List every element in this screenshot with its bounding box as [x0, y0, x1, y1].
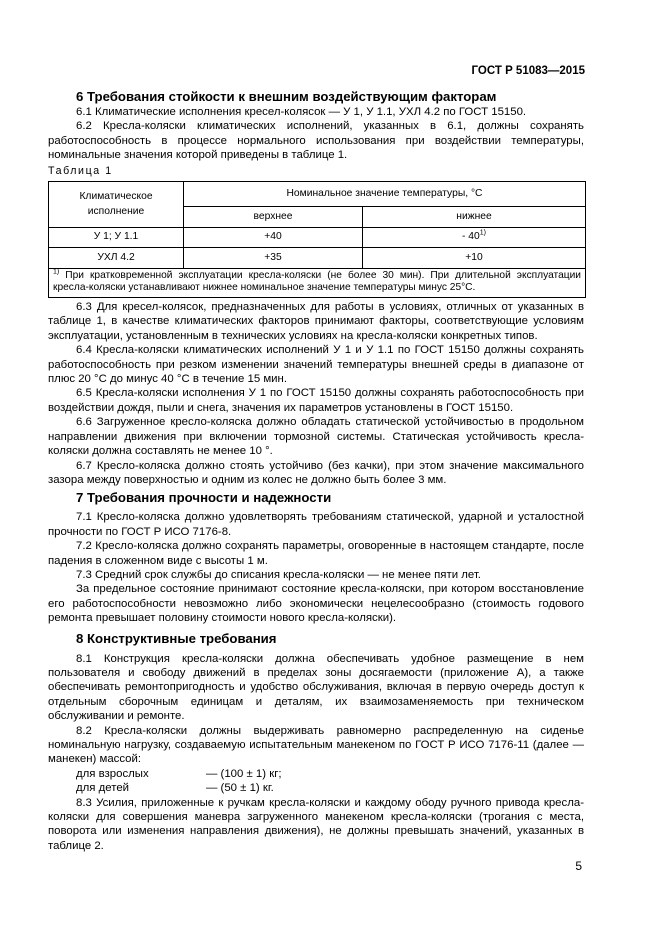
table-row	[49, 248, 586, 269]
table-cell-lower	[363, 228, 586, 248]
mass-adults-label: для взрослых	[76, 767, 149, 780]
paragraph-6-6: 6.6 Загруженное кресло-коляска должно обладать статической устойчивостью в продольном направлении движения при включении тормозной системы. Статическая устойчивость кресла-коляски должна составлять не менее 10 °.	[48, 416, 584, 458]
paragraph-7-3: 7.3 Средний срок службы до списания кресла-коляски — не менее пяти лет.	[76, 568, 481, 581]
table-1-caption: Таблица 1	[48, 164, 113, 177]
table-header-upper: верхнее	[184, 207, 363, 228]
paragraph-7-1: 7.1 Кресло-коляска должно удовлетворять требованиям статической, ударной и усталостной прочности по ГОСТ Р ИСО 7176-8.	[48, 511, 584, 538]
table-cell-execution: У 1; У 1.1	[49, 228, 184, 248]
page-number: 5	[575, 859, 582, 873]
footnote-mark: 1)	[53, 268, 60, 276]
paragraph-7-2: 7.2 Кресло-коляска должно сохранять параметры, оговоренные в настоящем стандарте, после падения в сложенном виде с высоты 1 м.	[48, 540, 584, 567]
section-7-title: 7 Требования прочности и надежности	[76, 490, 332, 506]
table-row	[49, 228, 586, 248]
footnote-text: При кратковременной эксплуатации кресла-коляски (не более 30 мин). При длительной эксплуатации кресла-коляски устанавливают нижнее номинальное значение температуры минус 25°С.	[53, 270, 581, 294]
table-cell-upper: +35	[184, 248, 363, 269]
paragraph-6-5: 6.5 Кресла-коляски исполнения У 1 по ГОСТ 15150 должны сохранять работоспособность при воздействии дождя, пыли и снега, значения их параметров установлены в ГОСТ 15150.	[48, 387, 584, 414]
mass-children-value: — (50 ± 1) кг.	[206, 782, 274, 795]
mass-adults	[48, 767, 584, 781]
lower-value: - 40	[462, 231, 480, 243]
paragraph-6-1: 6.1 Климатические исполнения кресел-колясок — У 1, У 1.1, УХЛ 4.2 по ГОСТ 15150.	[76, 106, 527, 118]
paragraph-6-4: 6.4 Кресла-коляски климатических исполнений У 1 и У 1.1 по ГОСТ 15150 должны сохранять работоспособность при резком изменении значений температуры внешней среды в диапазоне от плюс 20 °С до минус 40 °С в течение 15 мин.	[48, 344, 584, 386]
paragraph-6-3: 6.3 Для кресел-колясок, предназначенных для работы в условиях, отличных от указанных в таблице 1, в качестве климатических факторов принимают факторы, соответствующие условиям эксплуатации, установленным в технических условиях на кресла-коляски конкретных типов.	[48, 301, 584, 342]
table-footnote	[49, 269, 586, 298]
table-cell-upper: +40	[184, 228, 363, 248]
paragraph-8-2: 8.2 Кресла-коляски должны выдерживать равномерно распределенную на сиденье номинальную нагрузку, создаваемую испытательным манекеном по ГОСТ Р ИСО 7176-11 (далее — манекен) массой:	[48, 724, 584, 766]
paragraph-8-3: 8.3 Усилия, приложенные к ручкам кресла-коляски и каждому ободу ручного привода кресла-коляски для совершения маневра загруженного манекеном кресла-коляски (трогания с места, поворота или изменения направления движения), не должны превышать значений, указанных в таблице 2.	[48, 796, 584, 852]
table-header-execution: Климатическое исполнение	[49, 182, 184, 228]
paragraph-7-limit: За предельное состояние принимают состояние кресла-коляски, при котором восстановление его работоспособности невозможно либо экономически нецелесообразно (стоимость годового ремонта превышает половину стоимости нового кресла-коляски).	[48, 583, 584, 625]
footnote-ref: 1)	[479, 229, 486, 237]
mass-children	[48, 781, 584, 795]
table-cell-lower: +10	[363, 248, 586, 269]
section-8-title: 8 Конструктивные требования	[76, 630, 277, 646]
paragraph-6-7: 6.7 Кресло-коляска должно стоять устойчиво (без качки), при этом значение максимального зазора между поверхностью и одним из колес не должно быть более 3 мм.	[48, 459, 584, 486]
mass-adults-value: — (100 ± 1) кг;	[206, 767, 282, 780]
table-cell-execution: УХЛ 4.2	[49, 248, 184, 269]
table-header-lower: нижнее	[363, 207, 586, 228]
paragraph-6-2: 6.2 Кресла-коляски климатических исполнений, указанных в 6.1, должны сохранять работоспособность в процессе нормального использования при воздействии температуры, номинальные значения которой приведены в таблице 1.	[48, 120, 584, 162]
mass-children-label: для детей	[76, 782, 130, 795]
section-6-title: 6 Требования стойкости к внешним воздействующим факторам	[76, 89, 497, 104]
standard-header: ГОСТ Р 51083—2015	[471, 65, 585, 77]
table-1	[48, 181, 586, 298]
page-content	[48, 85, 584, 853]
table-header-temperature: Номинальное значение температуры, °С	[184, 182, 586, 207]
paragraph-8-1: 8.1 Конструкция кресла-коляски должна обеспечивать удобное размещение в нем пользователя и свободу движений в пределах зоны досягаемости (приложение А), а также обеспечивать ремонтопригодность и удобство обслуживания, включая в первую очередь доступ к отдельным сборочным единицам и деталям, их взаимозаменяемость при техническом обслуживании и ремонте.	[48, 652, 584, 723]
